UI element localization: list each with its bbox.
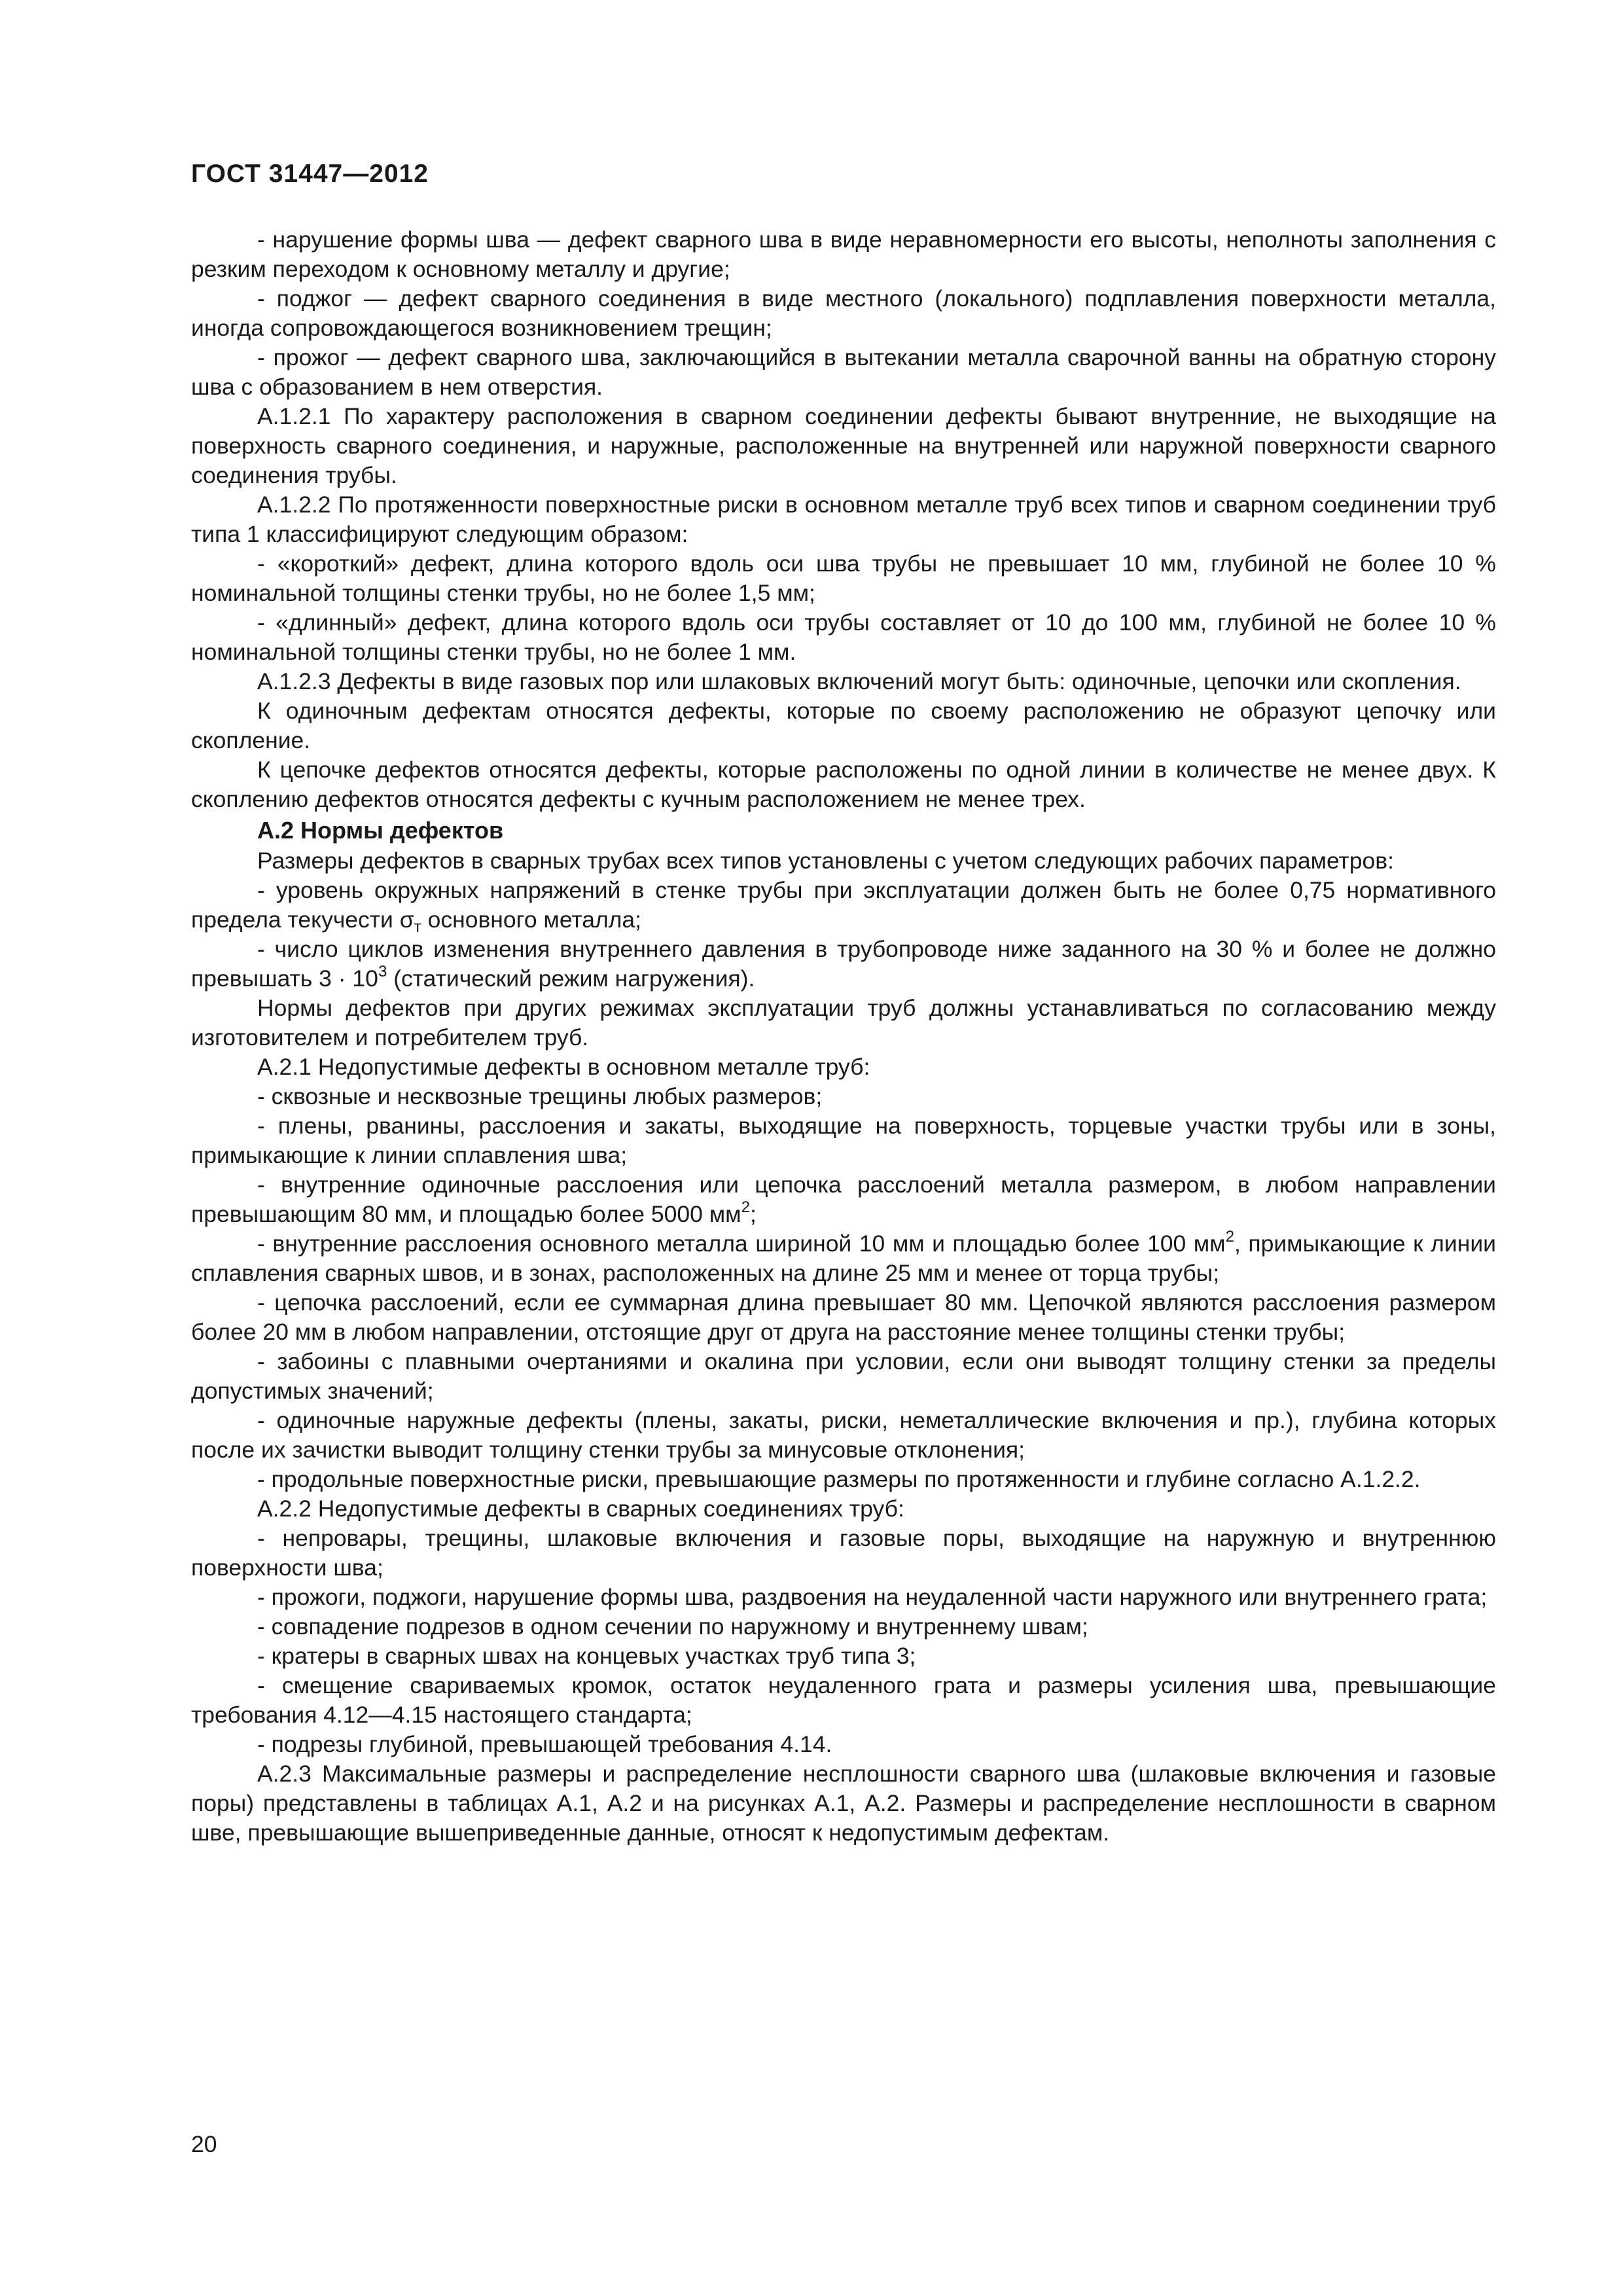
clause-a-2-3: А.2.3 Максимальные размеры и распределение несплошности сварного шва (шлаковые включения и газовые поры) представлены в таблицах А.1, А.2 и на рисунках А.1, А.2. Размеры и распределение несплошности в сварном шве, превышающие вышеприведенные данные, относят к недопустимым дефектам.: [191, 1761, 1496, 1846]
text-run: , примыкающие к линии сплавления сварных швов, и в зонах, расположенных на длине 25 мм и менее от торца трубы;: [191, 1230, 1496, 1286]
list-item-cycles: [191, 935, 1496, 994]
paragraph: К цепочке дефектов относятся дефекты, которые расположены по одной линии в количестве не менее двух. К скоплению дефектов относятся дефекты с кучным расположением не менее трех.: [191, 757, 1496, 812]
list-item: - «длинный» дефект, длина которого вдоль оси трубы составляет от 10 до 100 мм, глубиной не более 10 % номинальной толщины стенки трубы, но не более 1 мм.: [191, 609, 1496, 665]
superscript: 2: [1225, 1228, 1234, 1246]
list-item: - кратеры в сварных швах на концевых участках труб типа 3;: [257, 1643, 916, 1669]
paragraph: - прожог — дефект сварного шва, заключающийся в вытекании металла сварочной ванны на обратную сторону шва с образованием в нем отверстия.: [191, 344, 1496, 400]
list-item: [191, 1229, 1496, 1288]
paragraph: Размеры дефектов в сварных трубах всех типов установлены с учетом следующих рабочих параметров:: [257, 848, 1395, 874]
list-item: - цепочка расслоений, если ее суммарная длина превышает 80 мм. Цепочкой являются расслоения размером более 20 мм в любом направлении, отстоящие друг от друга на расстояние менее толщины стенки трубы;: [191, 1289, 1496, 1345]
page-number: 20: [191, 2131, 217, 2157]
list-item: - одиночные наружные дефекты (плены, закаты, риски, неметаллические включения и пр.), глубина которых после их зачистки выводит толщину стенки трубы за минусовые отклонения;: [191, 1407, 1496, 1463]
list-item: - плены, рванины, расслоения и закаты, выходящие на поверхность, торцевые участки трубы или в зоны, примыкающие к линии сплавления шва;: [191, 1113, 1496, 1168]
clause-a-1-2-3: А.1.2.3 Дефекты в виде газовых пор или шлаковых включений могут быть: одиночные, цепочки или скопления.: [257, 668, 1461, 694]
list-item: - продольные поверхностные риски, превышающие размеры по протяженности и глубине согласно А.1.2.2.: [257, 1466, 1421, 1492]
document-code-header: ГОСТ 31447—2012: [191, 160, 429, 188]
superscript: 3: [378, 963, 387, 981]
section-heading-a2: А.2 Нормы дефектов: [257, 817, 504, 844]
paragraph: - поджог — дефект сварного соединения в виде местного (локального) подплавления поверхности металла, иногда сопровождающегося возникновением трещин;: [191, 285, 1496, 341]
clause-a-2-1: А.2.1 Недопустимые дефекты в основном металле труб:: [257, 1054, 870, 1080]
list-item: - сквозные и несквозные трещины любых размеров;: [257, 1083, 823, 1109]
paragraph: Нормы дефектов при других режимах эксплуатации труб должны устанавливаться по согласованию между изготовителем и потребителем труб.: [191, 995, 1496, 1050]
list-item: - подрезы глубиной, превышающей требования 4.14.: [257, 1731, 832, 1757]
paragraph: - нарушение формы шва — дефект сварного шва в виде неравномерности его высоты, неполноты заполнения с резким переходом к основному металлу и другие;: [191, 226, 1496, 282]
list-item: - «короткий» дефект, длина которого вдоль оси шва трубы не превышает 10 мм, глубиной не более 10 % номинальной толщины стенки трубы, но не более 1,5 мм;: [191, 550, 1496, 606]
text-run: - уровень окружных напряжений в стенке трубы при эксплуатации должен быть не более 0,75 нормативного предела текучести σ: [191, 877, 1496, 933]
list-item: - смещение свариваемых кромок, остаток неудаленного грата и размеры усиления шва, превышающие требования 4.12—4.15 настоящего стандарта;: [191, 1672, 1496, 1728]
text-run: - число циклов изменения внутреннего давления в трубопроводе ниже заданного на 30 % и более не должно превышать 3 · 10: [191, 936, 1496, 992]
list-item: - совпадение подрезов в одном сечении по наружному и внутреннему швам;: [257, 1613, 1088, 1640]
list-item: [191, 1170, 1496, 1229]
subscript: т: [414, 918, 421, 937]
text-run: - внутренние одиночные расслоения или цепочка расслоений металла размером, в любом направлении превышающим 80 мм, и площадью более 5000 мм: [191, 1172, 1496, 1227]
clause-a-1-2-1: А.1.2.1 По характеру расположения в сварном соединении дефекты бывают внутренние, не выходящие на поверхность сварного соединения, и наружные, расположенные на внутренней или наружной поверхности сварного соединения трубы.: [191, 403, 1496, 488]
superscript: 2: [741, 1198, 750, 1217]
text-run: - внутренние расслоения основного металла шириной 10 мм и площадью более 100 мм: [257, 1230, 1226, 1257]
text-run: (статический режим нагружения).: [387, 965, 755, 992]
list-item: - непровары, трещины, шлаковые включения и газовые поры, выходящие на наружную и внутреннюю поверхности шва;: [191, 1525, 1496, 1581]
clause-a-2-2: А.2.2 Недопустимые дефекты в сварных соединениях труб:: [257, 1496, 904, 1522]
text-run: ;: [749, 1201, 757, 1227]
list-item: - забоины с плавными очертаниями и окалина при условии, если они выводят толщину стенки за пределы допустимых значений;: [191, 1348, 1496, 1404]
paragraph: К одиночным дефектам относятся дефекты, которые по своему расположению не образуют цепочку или скопление.: [191, 698, 1496, 753]
document-body: [191, 225, 1496, 1848]
list-item: - прожоги, поджоги, нарушение формы шва, раздвоения на неудаленной части наружного или внутреннего грата;: [257, 1584, 1488, 1610]
text-run: основного металла;: [421, 906, 642, 933]
list-item-stress: [191, 876, 1496, 935]
clause-a-1-2-2: А.1.2.2 По протяженности поверхностные риски в основном металле труб всех типов и сварном соединении труб типа 1 классифицируют следующим образом:: [191, 492, 1496, 547]
